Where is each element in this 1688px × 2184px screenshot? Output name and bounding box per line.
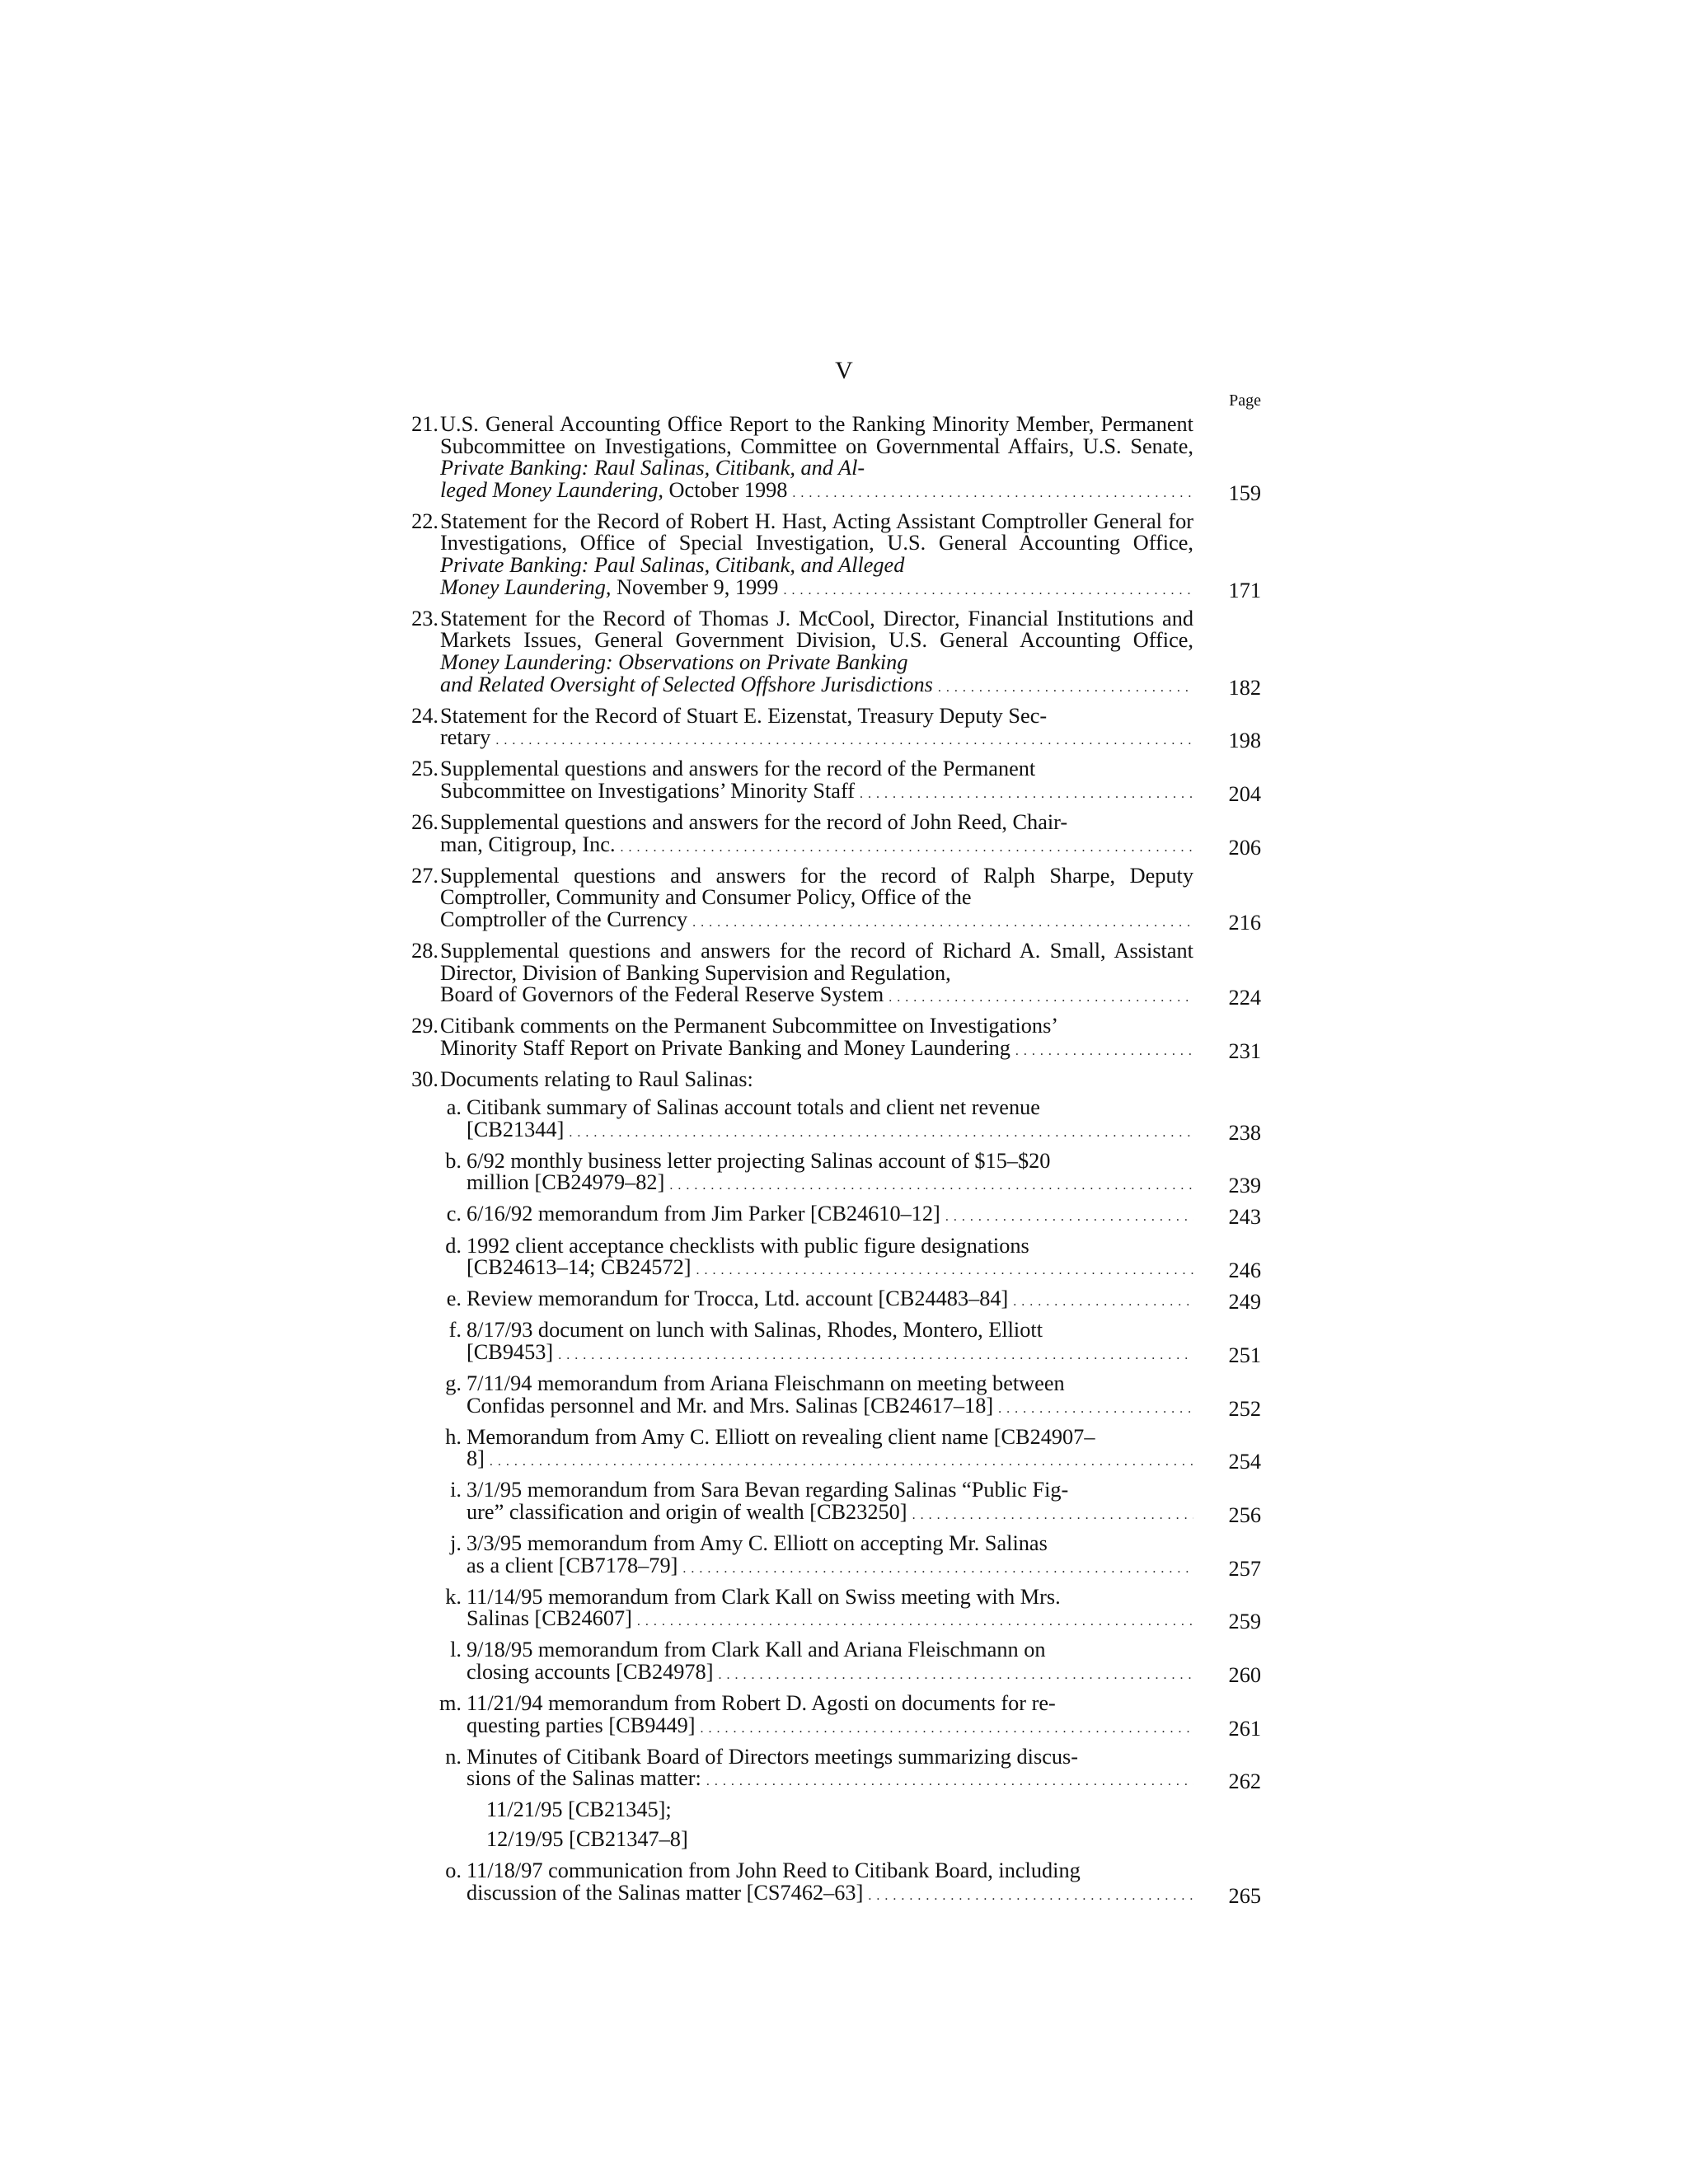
entry-lead-text: Supplemental questions and answers for the record of the Permanent xyxy=(440,757,1036,781)
entry-page-number: 171 xyxy=(1228,578,1261,602)
entry-page-number: 216 xyxy=(1228,910,1261,935)
entry-page-number: 261 xyxy=(1228,1716,1261,1741)
entry-lead-text: 8/17/93 document on lunch with Salinas, Rhodes, Montero, Elliott xyxy=(467,1318,1043,1343)
toc-subentry xyxy=(397,1586,1261,1633)
entry-page-number: 260 xyxy=(1228,1663,1261,1687)
entry-text: Documents relating to Raul Salinas: xyxy=(440,1066,753,1091)
toc-subentry xyxy=(397,1860,1261,1907)
entry-last-line xyxy=(467,1555,1193,1581)
entry-last-line-text xyxy=(467,1882,863,1905)
toc-entry xyxy=(397,608,1261,699)
entry-lead-text: Citibank comments on the Permanent Subcommittee on Investigations’ xyxy=(440,1014,1059,1038)
entry-last-line xyxy=(467,1499,1193,1527)
entry-last-line-text xyxy=(467,1288,1008,1310)
dot-leader xyxy=(495,730,1193,752)
entry-page-number: 249 xyxy=(1228,1290,1261,1315)
dot-leader xyxy=(945,1207,1193,1229)
toc-subentry xyxy=(397,1235,1261,1282)
entry-page-number: 238 xyxy=(1228,1120,1261,1145)
entry-last-line-text xyxy=(440,574,779,599)
entry-page-number: 204 xyxy=(1228,781,1261,806)
entry-last-line-text xyxy=(440,727,490,749)
entry-last-line xyxy=(467,1288,1193,1314)
entry-last-line-text xyxy=(440,674,933,696)
dot-leader xyxy=(701,1718,1193,1741)
entry-text xyxy=(440,608,1193,699)
entry-italic-title-end: and Related Oversight of Selected Offshore Jurisdictions xyxy=(440,672,933,696)
entry-number: 23. xyxy=(411,606,438,630)
dot-leader xyxy=(669,1175,1193,1197)
toc-subentry xyxy=(397,1097,1261,1144)
dot-leader xyxy=(558,1345,1193,1367)
entry-italic-title: Private Banking: Paul Salinas, Citibank, and Alleged xyxy=(440,553,905,578)
entry-lead-text: 11/21/94 memorandum from Robert D. Agosti on documents for re- xyxy=(467,1691,1056,1716)
entry-last-line-text xyxy=(440,477,788,502)
meeting-date-line: 11/21/95 [CB21345]; xyxy=(486,1797,672,1822)
entry-last-plain: 6/16/92 memorandum from Jim Parker [CB24610–12] xyxy=(467,1202,940,1226)
entry-last-line-text xyxy=(467,1555,678,1577)
dot-leader xyxy=(569,1122,1193,1145)
entry-italic-title: Money Laundering: Observations on Private Banking xyxy=(440,649,908,674)
entry-page-number: 182 xyxy=(1228,675,1261,700)
entry-last-plain: as a client [CB7178–79] xyxy=(467,1553,678,1577)
entry-number: 29. xyxy=(411,1014,438,1038)
entry-page-number: 265 xyxy=(1228,1884,1261,1909)
entry-last-line-text xyxy=(467,1203,940,1226)
entry-last-plain: November 9, 1999 xyxy=(611,574,779,599)
entry-last-plain: Comptroller of the Currency xyxy=(440,907,688,931)
entry-page-number: 206 xyxy=(1228,835,1261,860)
entry-text xyxy=(467,1235,1193,1282)
dot-leader xyxy=(490,1451,1193,1474)
entry-italic-title-end: leged Money Laundering, xyxy=(440,477,663,502)
dot-leader xyxy=(998,1399,1193,1421)
entry-text xyxy=(440,865,1193,935)
entry-lead-text: 6/92 monthly business letter projecting Salinas account of $15–$20 xyxy=(467,1148,1051,1173)
entry-last-plain: October 1998 xyxy=(663,477,788,502)
entry-last-plain: Subcommittee on Investigations’ Minority Staff xyxy=(440,778,855,803)
dot-leader xyxy=(1013,1291,1193,1314)
toc-subentry xyxy=(397,1746,1261,1793)
entry-last-plain: Confidas personnel and Mr. and Mrs. Salinas [CB24617–18] xyxy=(467,1393,994,1418)
entry-last-line-text xyxy=(440,780,855,803)
entry-page-number: 254 xyxy=(1228,1450,1261,1474)
entry-last-plain: discussion of the Salinas matter [CS7462–63] xyxy=(467,1881,864,1905)
entry-number: i. xyxy=(450,1478,462,1502)
toc-subentry xyxy=(397,1693,1261,1740)
entry-text xyxy=(440,705,1193,752)
entry-last-line-text xyxy=(467,1661,713,1684)
entry-text xyxy=(440,511,1193,602)
entry-text xyxy=(440,1015,1193,1062)
entry-number: 26. xyxy=(411,810,438,834)
entry-page-number: 243 xyxy=(1228,1205,1261,1230)
entry-text xyxy=(467,1319,1193,1366)
page-number-roman: V xyxy=(835,357,853,384)
page-column-label: Page xyxy=(1229,391,1261,410)
entry-page-number: 231 xyxy=(1228,1038,1261,1063)
toc-subentry xyxy=(397,1319,1261,1366)
toc-subentry xyxy=(397,1203,1261,1229)
entry-last-line xyxy=(467,1172,1193,1197)
entry-last-plain: million [CB24979–82] xyxy=(467,1170,665,1195)
entry-last-plain: Salinas [CB24607] xyxy=(467,1606,632,1631)
entry-last-line xyxy=(467,1339,1193,1367)
entry-page-number: 257 xyxy=(1228,1556,1261,1581)
entry-page-number: 252 xyxy=(1228,1396,1261,1421)
entry-last-line-text xyxy=(467,1448,485,1470)
entry-last-line-text xyxy=(467,1172,664,1194)
dot-leader xyxy=(1015,1041,1193,1063)
entry-lead-text: Statement for the Record of Stuart E. Eizenstat, Treasury Deputy Sec- xyxy=(440,703,1048,728)
entry-last-line xyxy=(467,1882,1193,1908)
entry-last-plain: 8] xyxy=(467,1446,485,1471)
entry-last-line xyxy=(440,727,1193,752)
entry-last-plain: [CB21344] xyxy=(467,1117,565,1141)
entry-last-line xyxy=(467,1768,1193,1793)
entry-text xyxy=(467,1746,1193,1793)
entry-last-line xyxy=(440,574,1193,602)
dot-leader xyxy=(718,1665,1193,1687)
entry-number: 21. xyxy=(411,412,438,436)
dot-leader xyxy=(783,580,1193,602)
entry-italic-title: Private Banking: Raul Salinas, Citibank, and Al- xyxy=(440,456,865,480)
entry-last-line-text xyxy=(467,1715,696,1737)
entry-text xyxy=(440,812,1193,859)
toc-subentry xyxy=(397,1148,1261,1198)
entry-lead-text: Citibank summary of Salinas account totals and client net revenue xyxy=(467,1095,1040,1120)
entry-page-number: 246 xyxy=(1228,1258,1261,1283)
dot-leader xyxy=(912,1505,1193,1527)
entry-last-plain: ure” classification and origin of wealth [CB23250] xyxy=(467,1499,907,1524)
dot-leader xyxy=(860,784,1193,806)
entry-last-line xyxy=(440,909,1193,935)
entry-last-line xyxy=(467,1448,1193,1474)
toc-entry xyxy=(397,758,1261,805)
meeting-date-line: 12/19/95 [CB21347–8] xyxy=(486,1827,688,1852)
entry-last-line-text xyxy=(440,834,616,856)
toc-entry xyxy=(397,1015,1261,1062)
dot-leader xyxy=(938,677,1193,700)
entry-number: f. xyxy=(448,1318,462,1343)
entry-last-line xyxy=(440,834,1193,860)
entry-last-line-text xyxy=(467,1257,691,1279)
entry-number: e. xyxy=(446,1286,462,1311)
entry-last-plain: Minority Staff Report on Private Banking and Money Laundering xyxy=(440,1035,1010,1060)
dot-leader xyxy=(696,1260,1193,1282)
entry-lead-text: 1992 client acceptance checklists with public figure designations xyxy=(467,1233,1029,1258)
entry-number: m. xyxy=(438,1691,462,1716)
entry-page-number: 259 xyxy=(1228,1610,1261,1634)
entry-lead-text: 11/18/97 communication from John Reed to Citibank Board, including xyxy=(467,1858,1081,1883)
entry-last-line xyxy=(467,1608,1193,1633)
entry-last-plain: questing parties [CB9449] xyxy=(467,1713,696,1737)
entry-last-line-text xyxy=(467,1339,554,1364)
entry-page-number: 159 xyxy=(1228,480,1261,505)
entry-page-number: 224 xyxy=(1228,986,1261,1010)
entry-lead-text: 7/11/94 memorandum from Ariana Fleischmann on meeting between xyxy=(467,1371,1065,1395)
entry-last-line-text xyxy=(467,1768,701,1790)
entry-page-number: 198 xyxy=(1228,729,1261,753)
toc-entry xyxy=(397,705,1261,752)
entry-number: b. xyxy=(445,1148,462,1173)
entry-last-plain: Review memorandum for Trocca, Ltd. account [CB24483–84] xyxy=(467,1286,1009,1311)
entry-page-number: 251 xyxy=(1228,1343,1261,1367)
entry-last-line-text xyxy=(467,1499,907,1524)
dot-leader xyxy=(706,1771,1193,1793)
entry-last-line-text xyxy=(467,1608,632,1630)
entry-text xyxy=(467,1533,1193,1580)
entry-text xyxy=(467,1097,1193,1144)
entry-text xyxy=(467,1693,1193,1740)
entry-number: 28. xyxy=(411,938,438,963)
entry-last-plain: sions of the Salinas matter: xyxy=(467,1766,701,1791)
entry-last-plain: man, Citigroup, Inc. xyxy=(440,832,616,856)
entry-lead-text: Statement for the Record of Thomas J. McCool, Director, Financial Institutions and Markets Issues, General Government Division, U.S. General Accounting Office, xyxy=(440,606,1193,653)
toc-entry-30 xyxy=(397,1066,1261,1091)
dot-leader xyxy=(621,837,1193,860)
entry-last-line xyxy=(440,780,1193,806)
entry-number: a. xyxy=(446,1095,462,1120)
entry-number: l. xyxy=(450,1638,462,1662)
entry-page-number: 256 xyxy=(1228,1502,1261,1527)
table-of-contents xyxy=(397,414,1261,1914)
dot-leader xyxy=(682,1558,1193,1581)
toc-subentry xyxy=(397,1533,1261,1580)
entry-number: 30. xyxy=(411,1066,438,1091)
entry-lead-text: 9/18/95 memorandum from Clark Kall and Ariana Fleischmann on xyxy=(467,1638,1046,1662)
subentry-n-dates xyxy=(486,1796,1261,1854)
entry-last-line xyxy=(467,1257,1193,1282)
entry-number: 27. xyxy=(411,863,438,888)
entry-text xyxy=(467,1148,1193,1197)
toc-entry xyxy=(397,865,1261,935)
entry-last-line-text xyxy=(467,1395,993,1418)
entry-last-line-text xyxy=(440,984,884,1006)
entry-number: 22. xyxy=(411,509,438,533)
entry-last-line xyxy=(440,477,1193,505)
entry-last-line xyxy=(467,1395,1193,1421)
entry-text xyxy=(440,940,1193,1010)
entry-text xyxy=(467,1288,1193,1314)
entry-last-line xyxy=(467,1119,1193,1145)
entry-text xyxy=(440,414,1193,504)
entry-text xyxy=(440,758,1193,805)
entry-text xyxy=(467,1639,1193,1686)
entry-last-line xyxy=(440,1035,1193,1063)
entry-lead-text: 3/1/95 memorandum from Sara Bevan regarding Salinas “Public Fig- xyxy=(467,1478,1069,1502)
entry-last-line-text xyxy=(440,909,687,931)
entry-italic-title-end: Money Laundering, xyxy=(440,574,612,599)
entry-text xyxy=(467,1203,1193,1229)
entry-last-line-text xyxy=(467,1119,564,1141)
entry-text xyxy=(467,1479,1193,1526)
toc-entry xyxy=(397,812,1261,859)
entry-last-line xyxy=(440,984,1193,1010)
dot-leader xyxy=(692,912,1193,935)
entry-number: d. xyxy=(445,1233,462,1258)
toc-subentry xyxy=(397,1424,1261,1474)
toc-subentry xyxy=(397,1639,1261,1686)
entry-lead-text: Supplemental questions and answers for the record of Ralph Sharpe, Deputy Comptroller, Community and Consumer Policy, Office of the xyxy=(440,863,1193,910)
dot-leader xyxy=(792,483,1193,505)
entry-text xyxy=(467,1860,1193,1907)
entry-text xyxy=(467,1586,1193,1633)
entry-last-plain: [CB9453] xyxy=(467,1339,554,1364)
toc-subentry xyxy=(397,1479,1261,1526)
entry-lead-text: Statement for the Record of Robert H. Hast, Acting Assistant Comptroller General for Investigations, Office of Special Investigation, U.S. General Accounting Office, xyxy=(440,509,1193,555)
entry-number: 25. xyxy=(411,757,438,781)
dot-leader xyxy=(637,1611,1193,1633)
entry-number: j. xyxy=(450,1531,462,1556)
entry-number: g. xyxy=(445,1371,462,1395)
entry-last-plain: Board of Governors of the Federal Reserve System xyxy=(440,982,884,1007)
entry-lead-text: U.S. General Accounting Office Report to the Ranking Minority Member, Permanent Subcommittee on Investigations, Committee on Governmental Affairs, U.S. Senate, xyxy=(440,412,1193,458)
toc-entry xyxy=(397,511,1261,602)
entry-lead-text: Memorandum from Amy C. Elliott on revealing client name [CB24907– xyxy=(467,1424,1095,1449)
entry-number: k. xyxy=(445,1584,462,1609)
entry-lead-text: 3/3/95 memorandum from Amy C. Elliott on accepting Mr. Salinas xyxy=(467,1531,1048,1556)
entry-page-number: 262 xyxy=(1228,1769,1261,1794)
entry-text xyxy=(467,1424,1193,1474)
entry-lead-text: Minutes of Citibank Board of Directors meetings summarizing discus- xyxy=(467,1744,1079,1769)
entry-lead-text: Supplemental questions and answers for the record of John Reed, Chair- xyxy=(440,810,1068,834)
entry-last-line-text xyxy=(440,1035,1010,1060)
entry-last-plain: retary xyxy=(440,725,491,750)
entry-lead-text: 11/14/95 memorandum from Clark Kall on Swiss meeting with Mrs. xyxy=(467,1584,1061,1609)
entry-last-plain: [CB24613–14; CB24572] xyxy=(467,1255,692,1280)
toc-subentry xyxy=(397,1288,1261,1314)
entry-page-number: 239 xyxy=(1228,1174,1261,1198)
entry-lead-text: Supplemental questions and answers for the record of Richard A. Small, Assistant Director, Division of Banking Supervision and Regulation, xyxy=(440,938,1193,985)
entry-number: c. xyxy=(446,1202,462,1226)
entry-number: h. xyxy=(445,1424,462,1449)
toc-subentry xyxy=(397,1373,1261,1420)
entry-last-line xyxy=(467,1203,1193,1229)
entry-last-line xyxy=(467,1661,1193,1687)
entry-last-plain: closing accounts [CB24978] xyxy=(467,1660,714,1684)
dot-leader xyxy=(868,1886,1193,1908)
toc-entry xyxy=(397,414,1261,504)
dot-leader xyxy=(889,987,1193,1010)
entry-last-line xyxy=(440,674,1193,700)
toc-entry xyxy=(397,940,1261,1010)
entry-number: 24. xyxy=(411,703,438,728)
entry-text xyxy=(467,1373,1193,1420)
entry-number: n. xyxy=(445,1744,462,1769)
entry-last-line xyxy=(467,1715,1193,1741)
entry-number: o. xyxy=(445,1858,462,1883)
